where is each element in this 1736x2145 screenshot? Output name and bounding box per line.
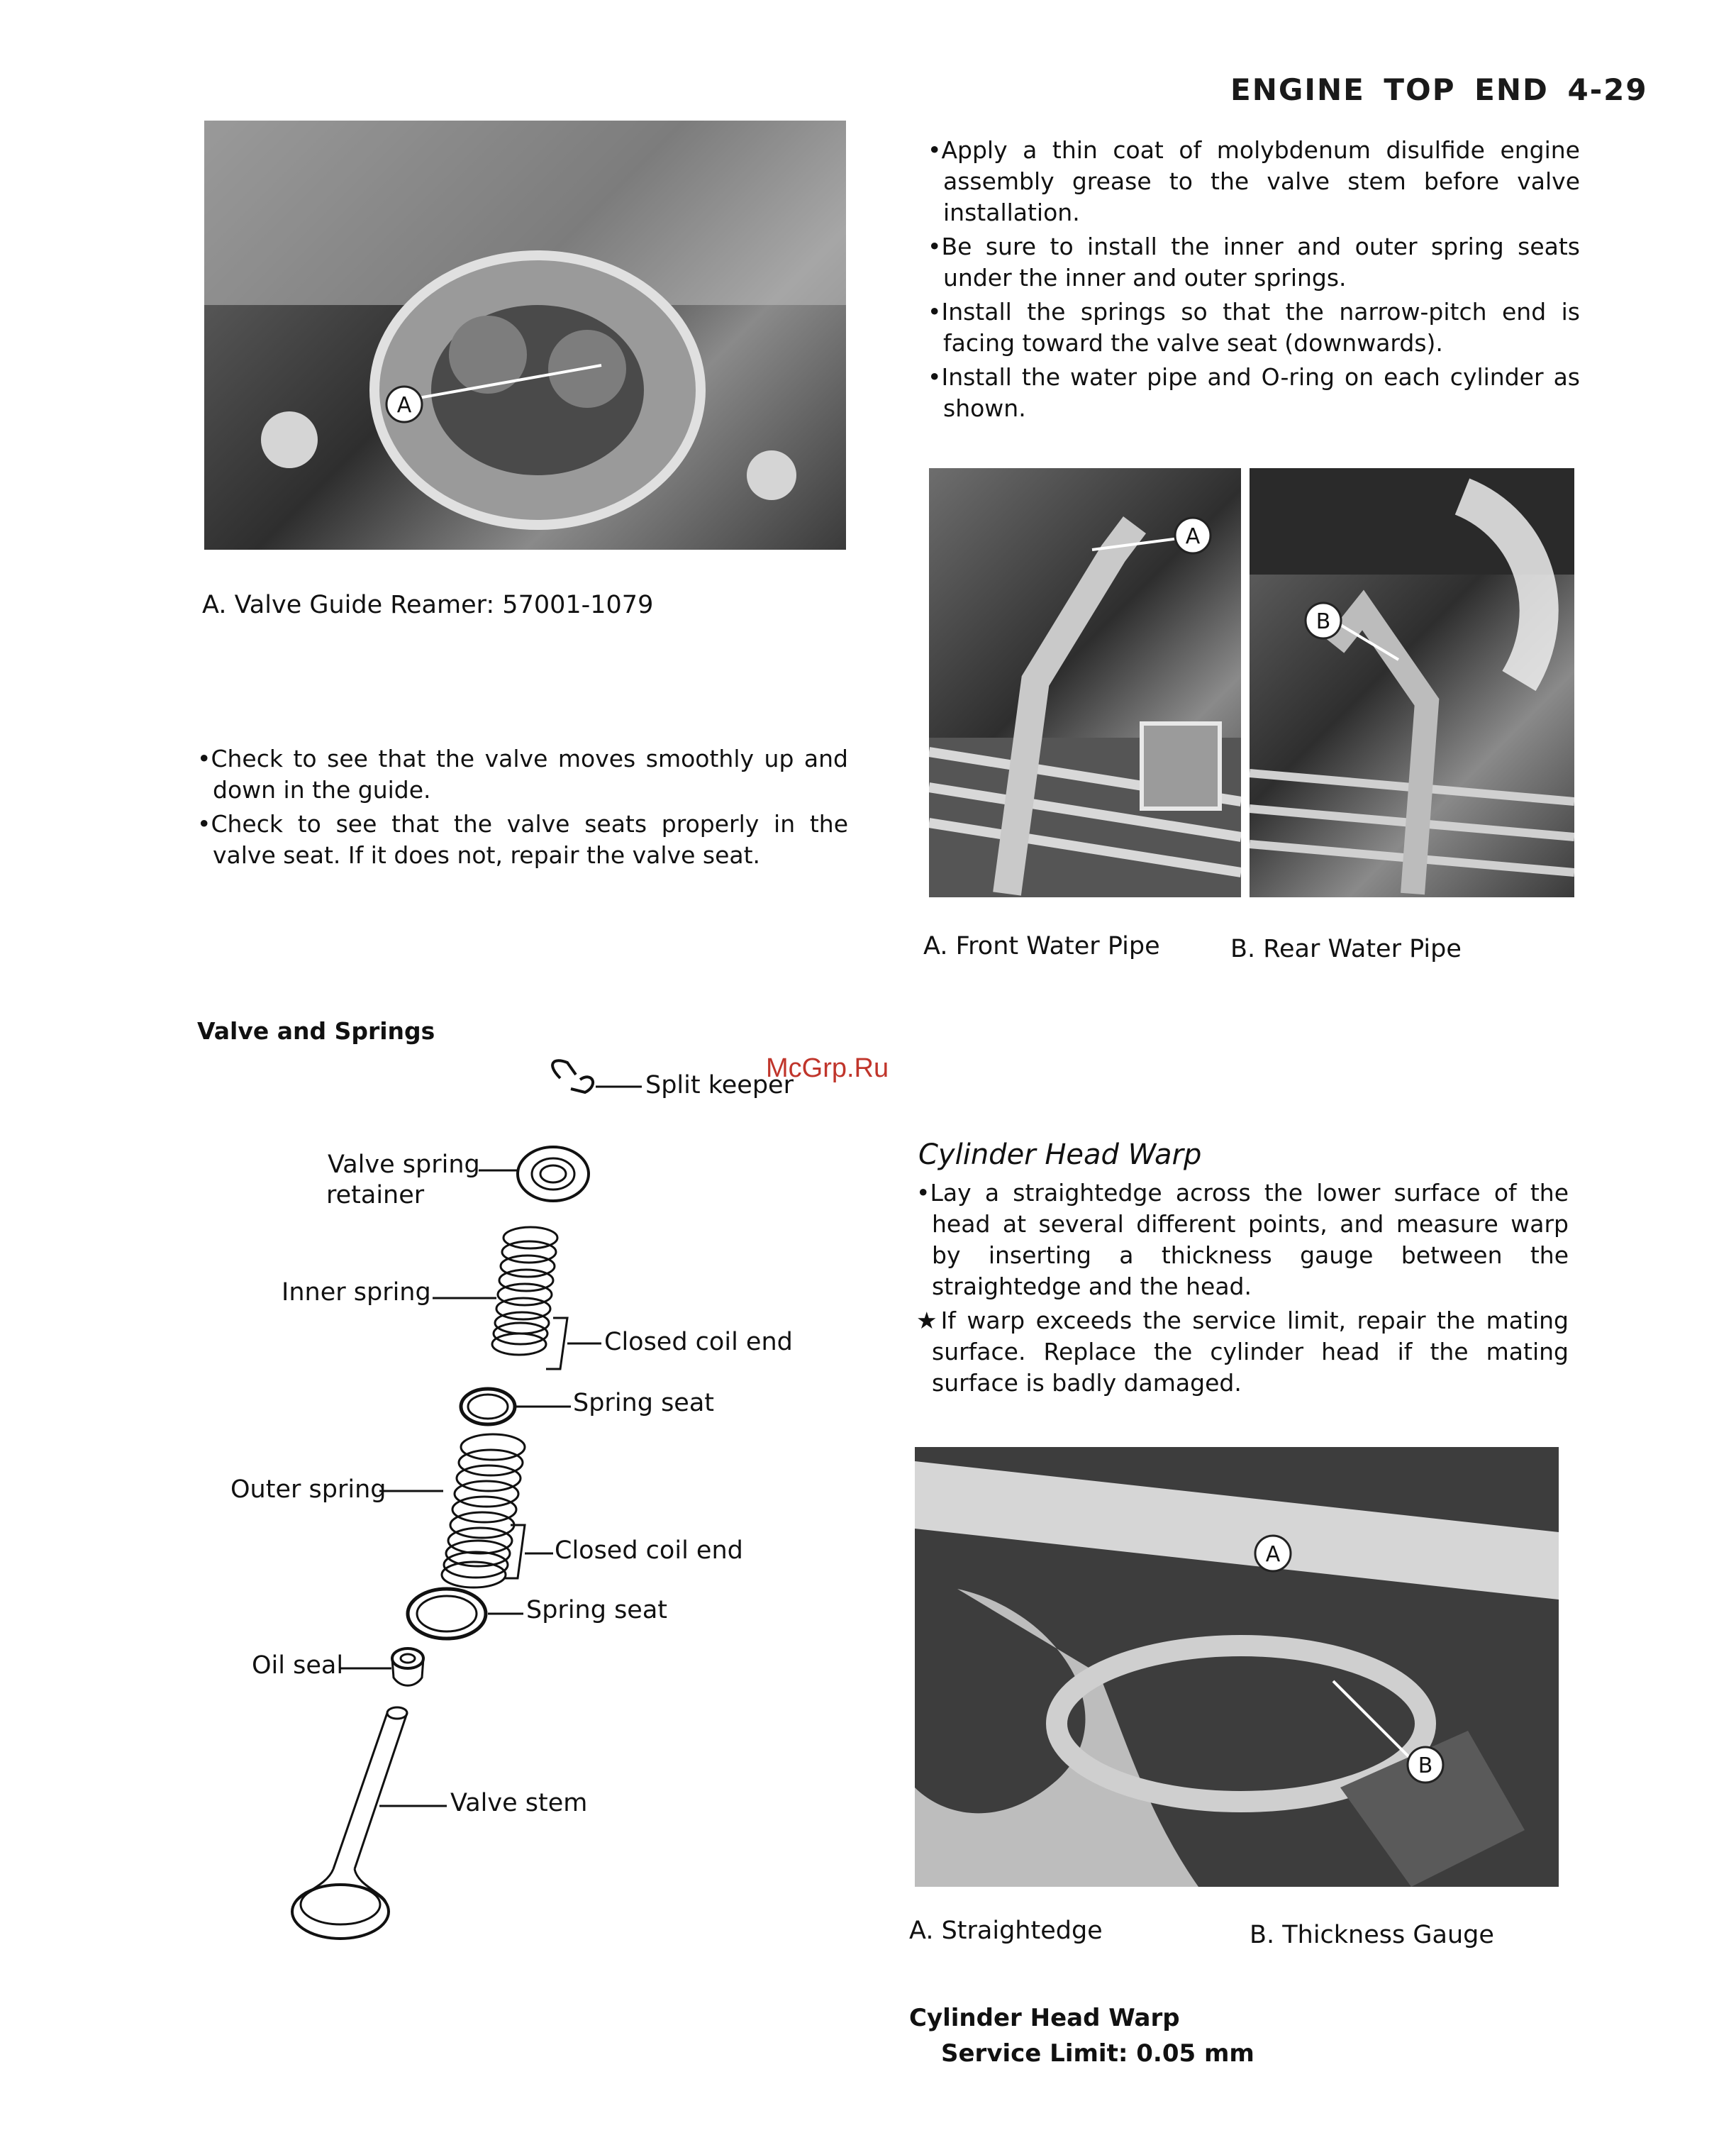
warp-bullet: •Lay a straightedge across the lower surface of the head at several different points, and measure warp by inserting a thickness gauge between the straightedge and the head. [916, 1179, 1569, 1300]
watermark: McGrp.Ru [766, 1053, 889, 1083]
label-outer-spring: Outer spring [230, 1475, 386, 1504]
outer-spring-part [442, 1434, 525, 1587]
label-closed-coil-2: Closed coil end [555, 1536, 743, 1565]
warp-bullets [916, 1177, 1569, 1402]
warp-section-title: Cylinder Head Warp [918, 1138, 1202, 1171]
label-inner-spring: Inner spring [282, 1278, 431, 1307]
label-closed-coil-1: Closed coil end [604, 1328, 793, 1356]
install-bullet: •Install the water pipe and O-ring on each cylinder as shown. [928, 363, 1580, 422]
rear-water-pipe-photo [1250, 468, 1574, 897]
straightedge-photo [915, 1447, 1559, 1887]
label-oil-seal: Oil seal [252, 1651, 344, 1680]
install-bullet: •Be sure to install the inner and outer spring seats under the inner and outer springs. [928, 233, 1580, 292]
photo3-caption-b: B. Thickness Gauge [1250, 1921, 1494, 1949]
photo3-caption-a: A. Straightedge [909, 1917, 1103, 1945]
retainer-part [518, 1147, 589, 1201]
label-valve-stem: Valve stem [450, 1789, 588, 1817]
valve-springs-diagram [213, 1057, 851, 1979]
valve-check-bullet: •Check to see that the valve seats properly in the valve seat. If it does not, repair the valve seat. [197, 810, 848, 869]
front-water-pipe-photo [929, 468, 1241, 897]
spec-title: Cylinder Head Warp [909, 2004, 1180, 2032]
install-bullets [928, 135, 1580, 427]
photo1-caption: A. Valve Guide Reamer: 57001-1079 [202, 591, 654, 619]
photo3-marker-a: A [1265, 1542, 1281, 1567]
warp-bullet: ★If warp exceeds the service limit, repair the mating surface. Replace the cylinder head if the mating surface is badly damaged. [916, 1307, 1569, 1397]
install-bullet: •Apply a thin coat of molybdenum disulfide engine assembly grease to the valve stem before valve installation. [928, 136, 1580, 226]
photo2-marker-a: A [1185, 524, 1201, 549]
photo1-marker-a: A [396, 393, 412, 418]
label-spring-seat-1: Spring seat [573, 1389, 715, 1417]
valve-check-bullets [197, 743, 848, 874]
photo2-caption-a: A. Front Water Pipe [923, 932, 1160, 960]
split-keeper-part [552, 1060, 593, 1092]
install-bullet: •Install the springs so that the narrow-pitch end is facing toward the valve seat (downwards). [928, 298, 1580, 357]
label-spring-seat-2: Spring seat [526, 1596, 668, 1624]
diagram-title: Valve and Springs [197, 1017, 435, 1045]
photo2-marker-b: B [1315, 609, 1331, 634]
photo3-marker-b: B [1418, 1753, 1433, 1778]
label-split-keeper: Split keeper [645, 1071, 794, 1099]
page-number: 4-29 [1567, 72, 1648, 107]
oil-seal-part [392, 1648, 423, 1685]
valve-part [292, 1707, 407, 1939]
header-title: ENGINE TOP END [1230, 72, 1549, 107]
valve-check-bullet: •Check to see that the valve moves smoothly up and down in the guide. [197, 745, 848, 804]
label-retainer-1: Valve spring [328, 1151, 480, 1179]
spec-service-limit: Service Limit: 0.05 mm [941, 2039, 1254, 2068]
page-header [1230, 72, 1648, 107]
inner-spring-part [492, 1227, 557, 1355]
valve-guide-reamer-photo [204, 121, 846, 550]
label-retainer-2: retainer [326, 1181, 425, 1209]
photo2-caption-b: B. Rear Water Pipe [1230, 935, 1462, 963]
